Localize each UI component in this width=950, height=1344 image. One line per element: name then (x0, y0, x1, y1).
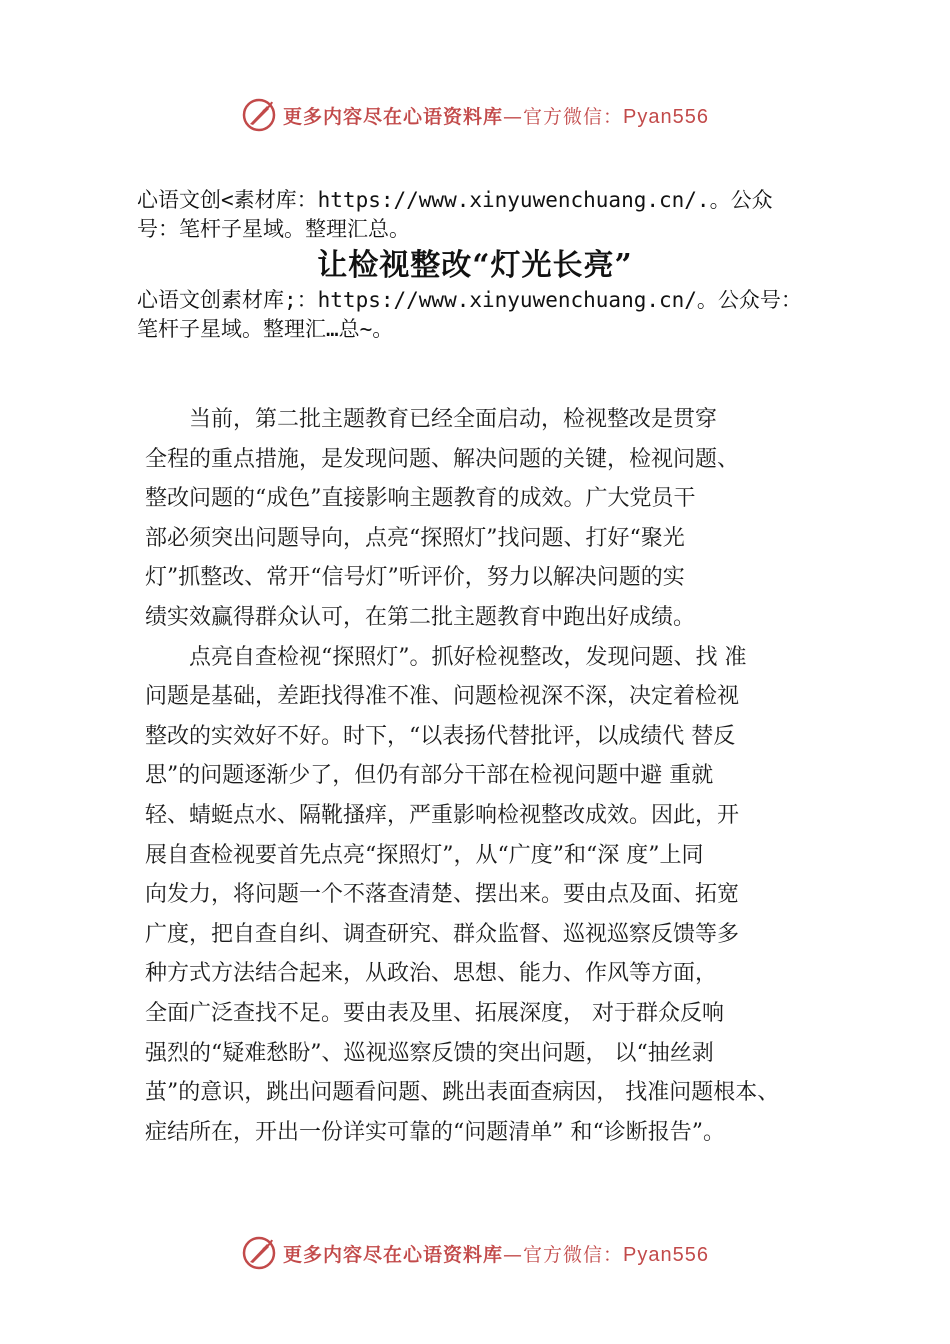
body-line: 部必须突出问题导向，点亮“探照灯”找问题、打好“聚光 (145, 525, 685, 551)
body-line: 全面广泛查找不足。要由表及里、拓展深度， 对于群众反响 (145, 1000, 724, 1026)
banner-wechat-id: Pyan556 (623, 105, 709, 128)
banner-wechat-label: 官方微信： (523, 1243, 624, 1266)
body-line: 当前，第二批主题教育已经全面启动，检视整改是贯穿 (189, 407, 718, 432)
document-title: 让检视整改“灯光长亮” (317, 248, 633, 283)
body-line: 茧”的意识，跳出问题看问题、跳出表面查病因， 找准问题根本、 (145, 1080, 780, 1106)
banner-wechat-label: 官方微信： (523, 105, 624, 128)
body-line: 全程的重点措施，是发现问题、解决问题的关键，检视问题、 (145, 446, 740, 472)
body-line: 思”的问题逐渐少了，但仍有部分干部在检视问题中避 重就 (145, 763, 714, 789)
banner-text (283, 102, 709, 129)
body-line: 强烈的“疑难愁盼”、巡视巡察反馈的突出问题， 以“抽丝剥 (145, 1040, 714, 1066)
body-line: 轻、蜻蜓点水、隔靴搔痒，严重影响检视整改成效。因此，开 (145, 802, 740, 828)
banner-separator: — (503, 105, 524, 128)
body-line: 灯”抓整改、常开“信号灯”听评价，努力以解决问题的实 (145, 565, 685, 591)
body-line: 症结所在，开出一份详实可靠的“问题清单” 和“诊断报告”。 (145, 1119, 725, 1145)
body-line: 展自查检视要首先点亮“探照灯”，从“广度”和“深 度”上同 (145, 842, 704, 868)
banner-main-text: 更多内容尽在心语资料库 (283, 1243, 504, 1266)
body-line: 广度，把自查自纠、调查研究、群众监督、巡视巡察反馈等多 (145, 921, 740, 947)
body-line: 向发力，将问题一个不落查清楚、摆出来。要由点及面、拓宽 (145, 882, 740, 908)
banner-main-text: 更多内容尽在心语资料库 (283, 105, 504, 128)
body-line: 问题是基础，差距找得准不准、问题检视深不深，决定着检视 (145, 684, 740, 710)
quill-pen-logo-icon (241, 97, 277, 133)
source-note-bottom (137, 286, 857, 344)
document-body (145, 400, 845, 1152)
banner-text (283, 1240, 709, 1267)
header-banner (0, 95, 950, 135)
banner-separator: — (503, 1243, 524, 1266)
source-note-bottom-line1: 心语文创素材库;：https://www.xinyuwenchuang.cn/。公众号： (137, 288, 802, 312)
body-line: 绩实效赢得群众认可，在第二批主题教育中跑出好成绩。 (145, 604, 696, 630)
banner-wechat-id: Pyan556 (623, 1243, 709, 1266)
body-line: 整改的实效好不好。时下，“以表扬代替批评，以成绩代 替反 (145, 723, 736, 749)
footer-banner (0, 1233, 950, 1273)
body-line: 整改问题的“成色”直接影响主题教育的成效。广大党员干 (145, 486, 696, 512)
source-note-top-line2: 号：笔杆子星域。整理汇总。 (137, 217, 410, 241)
source-note-top (137, 186, 857, 244)
quill-pen-logo-icon (241, 1235, 277, 1271)
source-note-bottom-line2: 笔杆子星域。整理汇…总~。 (137, 317, 394, 341)
source-note-top-line1: 心语文创<素材库：https://www.xinyuwenchuang.cn/.。公众 (137, 188, 773, 212)
body-line: 点亮自查检视“探照灯”。抓好检视整改，发现问题、找 准 (189, 644, 747, 670)
body-line: 种方式方法结合起来，从政治、思想、能力、作风等方面， (145, 961, 718, 987)
